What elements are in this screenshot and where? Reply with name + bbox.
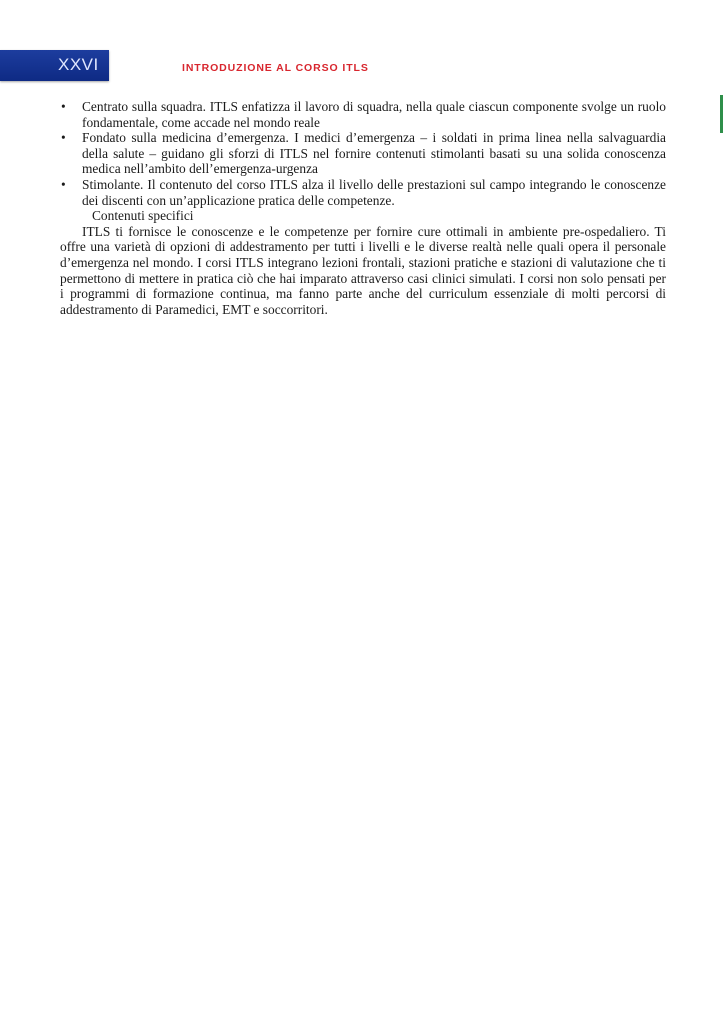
- section-heading: Contenuti specifici: [92, 208, 194, 224]
- page-number: XXVI: [58, 55, 99, 74]
- bullet-item-team: • Centrato sulla squadra. ITLS enfatizza il lavoro di squadra, nella quale ciascun componente svolge un ruolo fondamentale, come accade nel mondo reale: [60, 99, 666, 130]
- bullet-item-stimulating: • Stimolante. Il contenuto del corso ITLS alza il livello delle prestazioni sul campo integrando le conoscenze dei discenti con un’applicazione pratica delle competenze.: [60, 177, 666, 208]
- running-header: INTRODUZIONE AL CORSO ITLS: [182, 62, 369, 74]
- page-content: [60, 99, 666, 317]
- section-paragraph: ITLS ti fornisce le conoscenze e le competenze per fornire cure ottimali in ambiente pre-ospedaliero. Ti offre una varietà di opzioni di addestramento per tutti i livelli e le diverse realtà nelle quali opera il personale d’emergenza nel mondo. I corsi ITLS integrano lezioni frontali, stazioni pratiche e stazioni di valutazione che ti permettono di mettere in pratica ciò che hai imparato attraverso casi clinici simulati. I corsi non solo pensati per i programmi di formazione continua, ma fanno parte anche del curriculum essenziale di molti percorsi di addestramento di Paramedici, EMT e soccorritori.: [60, 223, 666, 317]
- bullet-item-emergency-medicine: • Fondato sulla medicina d’emergenza. I medici d’emergenza – i soldati in prima linea nella salvaguardia della salute – guidano gli sforzi di ITLS nel fornire contenuti stimolanti basati su una solida conoscenza medica nell’ambito dell’emergenza-urgenza: [60, 130, 666, 177]
- feature-bullet-list: [60, 99, 666, 208]
- page-number-box: [0, 50, 109, 81]
